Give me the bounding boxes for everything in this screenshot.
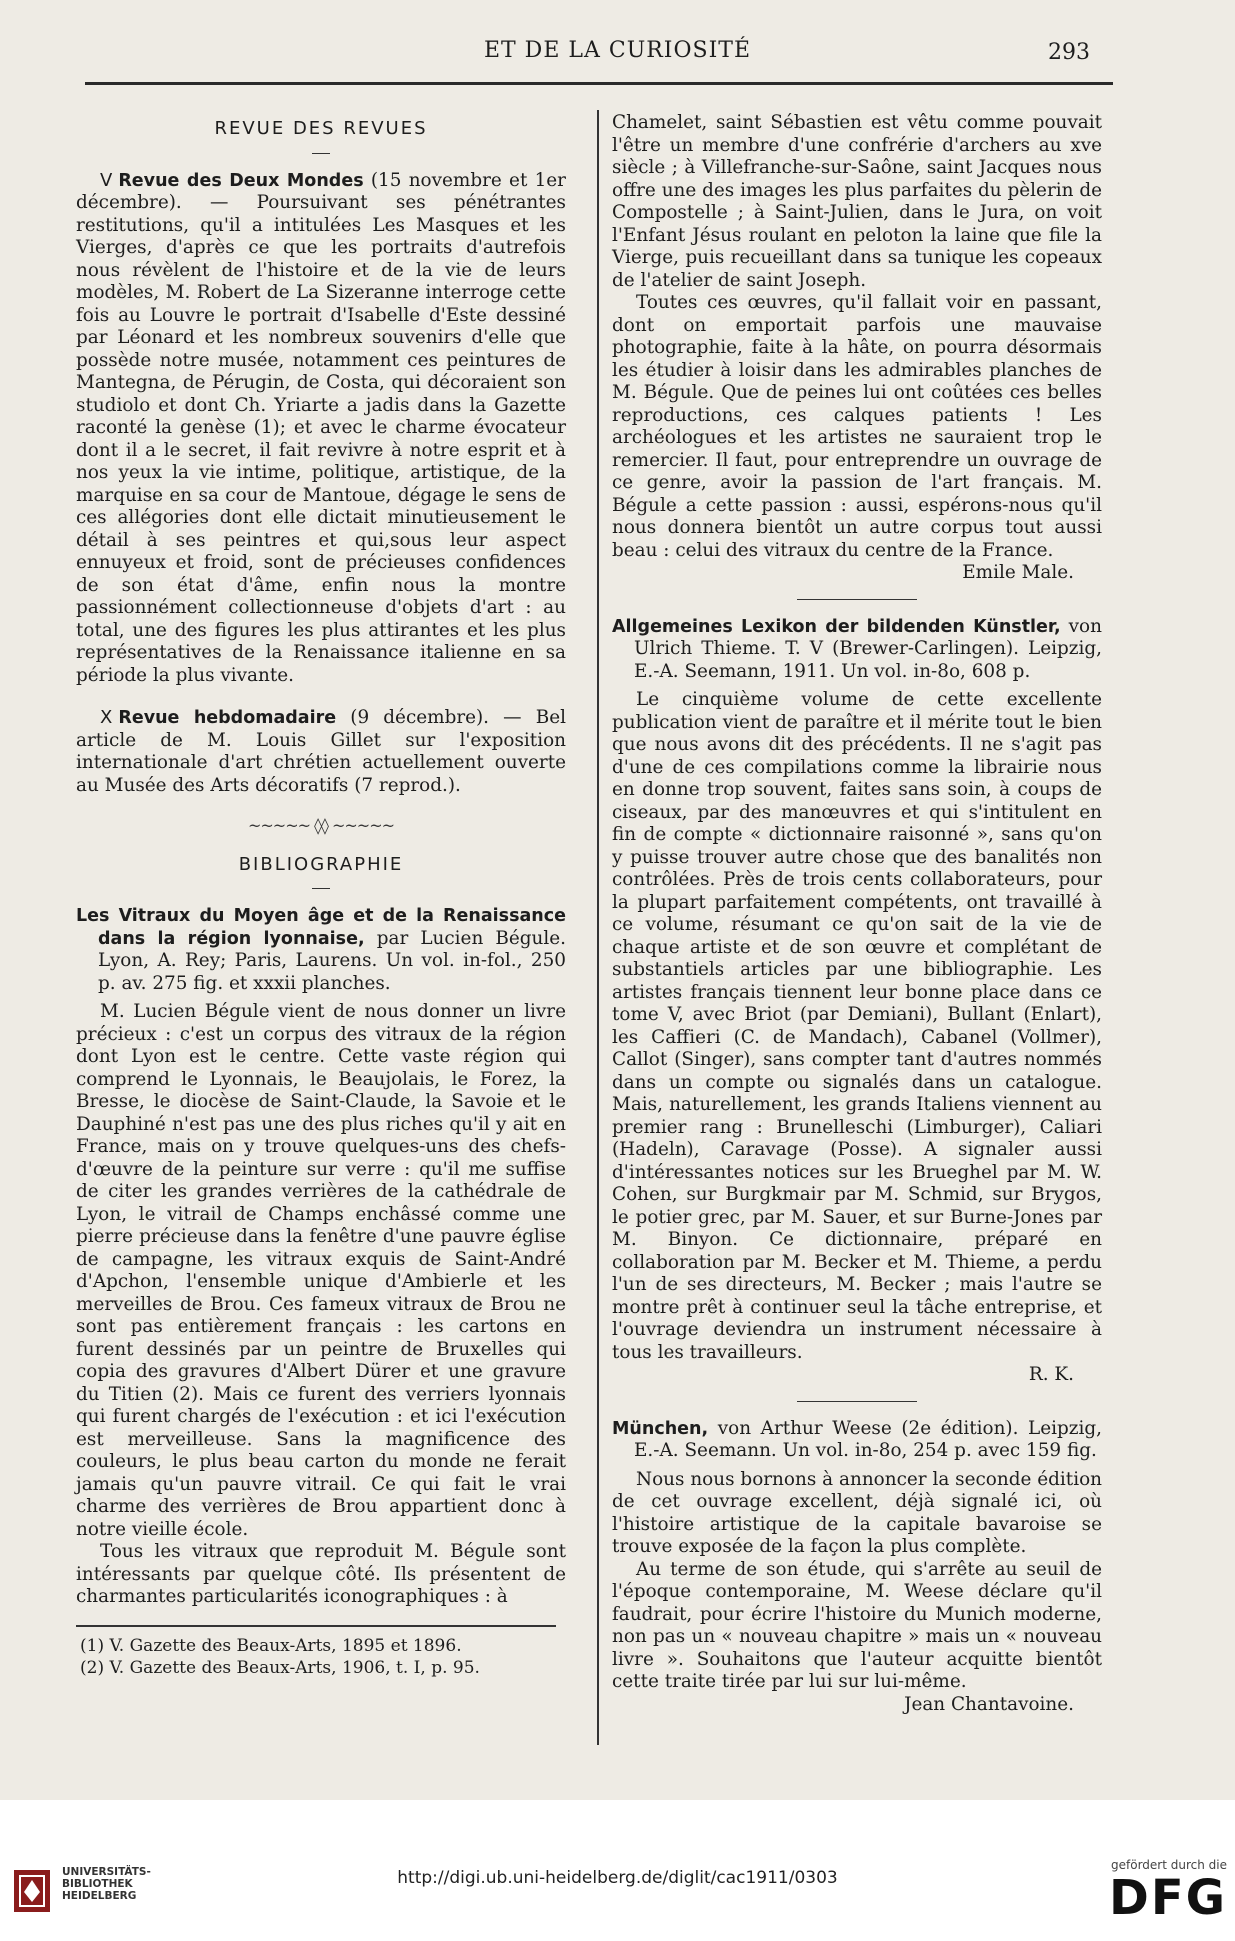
entry-vitraux-heading bbox=[76, 905, 566, 995]
paragraph: Nous nous bornons à annoncer la seconde édition de cet ouvrage excellent, déjà signalé ici, où l'histoire artistique de la capitale bavaroise se trouve exposée de la façon la plus complète. bbox=[612, 1468, 1102, 1557]
paragraph: Toutes ces œuvres, qu'il fallait voir en passant, dont on emportait parfois une mauvaise photographie, faite à la hâte, on pourra désormais les étudier à loisir dans les admirables planches de M. Bégule. Que de peines lui ont coûtées ces belles reproductions, ces calques patients ! Les archéologues et les artistes ne sauraient trop le remercier. Il faut, pour entreprendre un ouvrage de ce genre, avoir la passion de l'art français. M. Bégule a cette passion : aussi, espérons-nous qu'il nous donnera bientôt un autre corpus tout aussi beau : celui des vitraux du centre de la France. bbox=[612, 292, 1102, 561]
column-divider bbox=[597, 110, 599, 1745]
institution-line: BIBLIOTHEK bbox=[62, 1878, 133, 1890]
entry-munchen-heading bbox=[612, 1418, 1102, 1463]
entry-reference: par Lucien Bégule. Lyon, A. Rey; Paris, Laurens. Un vol. in-fol., 250 p. av. 275 fig. et xxxii planches. bbox=[98, 927, 566, 994]
footnote-2: (2) V. Gazette des Beaux-Arts, 1906, t. I, p. 95. bbox=[80, 1657, 480, 1678]
author-signature: Jean Chantavoine. bbox=[904, 1693, 1074, 1715]
paragraph: M. Lucien Bégule vient de nous donner un livre précieux : c'est un corpus des vitraux de la région dont Lyon est le centre. Cette vaste région qui comprend le Lyonnais, le Beaujolais, le Forez, la Bresse, le diocèse de Saint-Claude, la Savoie et le Dauphiné n'est pas une des plus riches qu'il y ait en France, mais on y trouve quelques-uns des chefs-d'œuvre de la peinture sur verre : qu'il me suffise de citer les grandes verrières de la cathédrale de Lyon, le vitrail de Champs enchâssé comme une pierre précieuse dans la fenêtre d'une pauvre église de campagne, les vitraux exquis de Saint-André d'Apchon, l'ensemble unique d'Ambierle et les merveilles de Brou. Ces fameux vitraux de Brou ne sont pas entièrement français : les cartons en furent dessinés par un peintre de Bruxelles qui copia des gravures d'Albert Dürer et une gravure du Titien (2). Mais ce furent des verriers lyonnais qui furent chargés de l'exécution : et ici l'exécution est merveilleuse. Sans la magnificence des couleurs, le plus beau carton du monde ne ferait jamais qu'un pauvre vitrail. Ce qui fait le vrai charme des verrières de Brou appartient donc à notre vieille école. bbox=[76, 1001, 566, 1540]
entry-heading: Les Vitraux du Moyen âge et de la Renaissance dans la région lyonnaise, bbox=[76, 906, 566, 949]
entry-reference: von Arthur Weese (2e édition). Leipzig, E.-A. Seemann. Un vol. in-8o, 254 p. avec 159 fig. bbox=[634, 1417, 1102, 1461]
footnote-rule bbox=[76, 1625, 556, 1627]
institution-line: UNIVERSITÄTS- bbox=[62, 1866, 151, 1878]
section-title-bibliographie: BIBLIOGRAPHIE bbox=[238, 853, 404, 875]
header-rule bbox=[85, 82, 1113, 85]
entry-heading: Revue des Deux Mondes bbox=[118, 170, 364, 191]
handwritten-mark: V bbox=[100, 169, 113, 191]
source-url-link[interactable]: http://digi.ub.uni-heidelberg.de/diglit/cac1911/0303 bbox=[397, 1868, 838, 1888]
running-title: ET DE LA CURIOSITÉ bbox=[483, 38, 752, 63]
ornament-divider: ~~~~~ ◊◊ ~~~~~ bbox=[247, 816, 395, 835]
entry-text: (15 novembre et 1er décembre). — Poursuivant ses pénétrantes restitutions, qu'il a intitulées Les Masques et les Vierges, d'après ce que les portraits d'autrefois nous révèlent de l'histoire et de la vie de leurs modèles, M. Robert de La Sizeranne interroge cette fois au Louvre le portrait d'Isabelle d'Este dessiné par Léonard et les nombreux souvenirs d'elle que possède notre musée, notamment ces peintures de Mantegna, de Pérugin, de Costa, qui décoraient son studiolo et dont Ch. Yriarte a jadis dans la Gazette raconté la genèse (1); et avec le charme évocateur dont il a le secret, il fait revivre à notre esprit et à nos yeux la vie intime, politique, artistique, de la marquise en sa cour de Mantoue, dégage le sens de ces allégories dont elle dictait minutieusement le détail à ses peintres et qui,sous leur aspect ennuyeux et froid, sont de précieuses confidences de son état d'âme, enfin nous la montre passionnément collectionneuse d'objets d'art : au total, une des figures les plus attirantes et les plus représentatives de la Renaissance italienne en sa période la plus vivante. bbox=[76, 169, 566, 686]
sponsor-text: gefördert durch die bbox=[1111, 1858, 1227, 1872]
entry-revue-deux-mondes bbox=[76, 170, 566, 688]
page-number: 293 bbox=[1048, 40, 1090, 65]
handwritten-mark: X bbox=[100, 707, 113, 728]
paragraph: Chamelet, saint Sébastien est vêtu comme pouvait l'être un membre d'une confrérie d'archers au xve siècle ; à Villefranche-sur-Saône, saint Jacques nous offre une des images les plus parfaites du pèlerin de Compostelle ; à Saint-Julien, dans le Jura, on voit l'Enfant Jésus roulant en peloton la laine que file la Vierge, puis recueillant dans sa tunique les copeaux de l'atelier de saint Joseph. bbox=[612, 112, 1102, 291]
section-title-revues: REVUE DES REVUES bbox=[214, 118, 428, 139]
institution-line: HEIDELBERG bbox=[62, 1890, 137, 1902]
entry-revue-hebdomadaire bbox=[76, 707, 566, 797]
entry-text: (9 décembre). — Bel article de M. Louis Gillet sur l'exposition internationale d'art chrétien actuellement ouverte au Musée des Arts décoratifs (7 reprod.). bbox=[76, 707, 566, 796]
short-rule bbox=[312, 888, 330, 889]
entry-heading: München, bbox=[612, 1418, 709, 1439]
short-rule bbox=[797, 1401, 917, 1402]
dfg-logo: DFG bbox=[1108, 1870, 1227, 1926]
sponsor bbox=[1109, 1858, 1227, 1924]
footnote-1: (1) V. Gazette des Beaux-Arts, 1895 et 1896. bbox=[80, 1635, 462, 1656]
entry-heading: Allgemeines Lexikon der bildenden Künstler, bbox=[612, 616, 1061, 637]
paragraph: Au terme de son étude, qui s'arrête au seuil de l'époque contemporaine, M. Weese déclare qu'il faudrait, pour écrire l'histoire du Munich moderne, non pas un « nouveau chapitre » mais un « nouveau livre ». Souhaitons que l'auteur acquitte bientôt cette traite tirée par lui sur lui-même. bbox=[612, 1558, 1102, 1692]
short-rule bbox=[797, 599, 917, 600]
author-signature: R. K. bbox=[1028, 1364, 1074, 1385]
entry-heading: Revue hebdomadaire bbox=[118, 708, 337, 728]
author-signature: Emile Male. bbox=[962, 562, 1074, 583]
entry-reference: von Ulrich Thieme. T. V (Brewer-Carlingen). Leipzig, E.-A. Seemann, 1911. Un vol. in-8o, 608 p. bbox=[634, 615, 1102, 682]
right-column bbox=[612, 112, 1102, 1716]
left-column bbox=[76, 112, 566, 1679]
entry-lexikon-heading bbox=[612, 616, 1102, 684]
paragraph: Le cinquième volume de cette excellente publication vient de paraître et il mérite tout le bien que nous avons dit des précédents. Il ne s'agit pas d'une de ces compilations comme la librairie nous en donne trop souvent, faites sans soin, à coups de ciseaux, par des manœuvres et qui s'intitulent en fin de compte « dictionnaire raisonné », sans qu'on y puisse trouver autre chose que des banalités non contrôlées. Près de trois cents collaborateurs, pour la plupart parfaitement compétents, ont travaillé à ce volume, résumant ce qu'on sait de la vie de chaque artiste et de son œuvre et complétant de substantiels articles par une bibliographie. Les artistes français tiennent leur bonne place dans ce tome V, avec Briot (par Demiani), Bullant (Enlart), les Caffieri (C. de Mandach), Cabanel (Vollmer), Callot (Singer), sans compter tant d'autres nommés dans un compte ou signalés dans un catalogue. Mais, naturellement, les grands Italiens viennent au premier rang : Brunelleschi (Limburger), Caliari (Hadeln), Caravage (Posse). A signaler aussi d'intéressantes notices sur les Brueghel par M. W. Cohen, sur Burgkmair par M. Schmid, sur Brygos, le potier grec, par M. Sauer, et sur Burne-Jones par M. Binyon. Ce dictionnaire, préparé en collaboration par M. Becker et M. Thieme, a perdu l'un de ses directeurs, M. Becker ; mais l'autre se montre prêt à continuer seul la tâche entreprise, et l'ouvrage deviendra un instrument nécessaire à tous les travailleurs. bbox=[612, 689, 1102, 1363]
paragraph: Tous les vitraux que reproduit M. Bégule sont intéressants par quelque côté. Ils présentent de charmantes particularités iconographiques : à bbox=[76, 1541, 566, 1607]
short-rule bbox=[312, 153, 330, 154]
